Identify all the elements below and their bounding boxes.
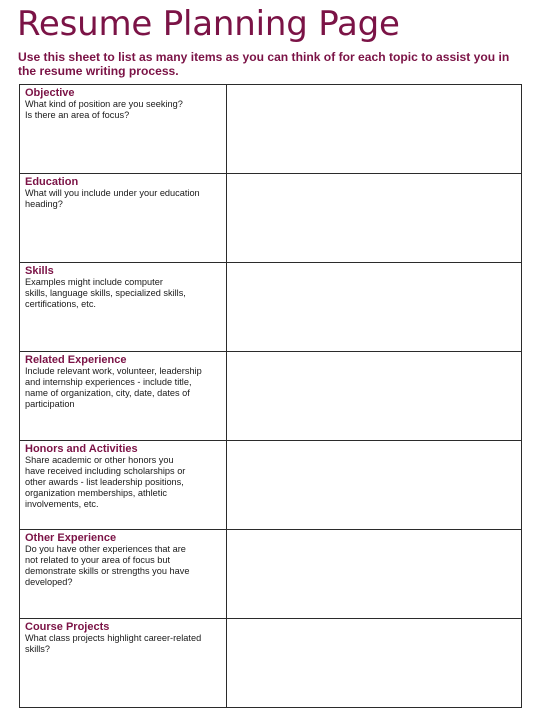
- topic-cell: [20, 352, 227, 441]
- topic-cell: [20, 619, 227, 708]
- table-row-course-projects: [20, 619, 522, 708]
- topic-title: Other Experience: [25, 532, 117, 544]
- topic-title: Education: [25, 176, 79, 188]
- topic-cell: [20, 174, 227, 263]
- answer-field-skills[interactable]: [227, 263, 522, 352]
- topic-cell: [20, 85, 227, 174]
- topic-description: Do you have other experiences that are not related to your area of focus but demonstrate skills or strengths you have developed?: [25, 544, 190, 587]
- answer-field-education[interactable]: [227, 174, 522, 263]
- topic-cell: [20, 441, 227, 530]
- topic-title: Related Experience: [25, 354, 127, 366]
- table-row-education: [20, 174, 522, 263]
- table-row-honors-activities: [20, 441, 522, 530]
- answer-field-course-projects[interactable]: [227, 619, 522, 708]
- topic-description: Include relevant work, volunteer, leadership and internship experiences - include title, name of organization, city, date, dates of participation: [25, 366, 202, 409]
- topic-cell: [20, 530, 227, 619]
- answer-field-honors-activities[interactable]: [227, 441, 522, 530]
- topic-title: Course Projects: [25, 621, 110, 633]
- topic-title: Objective: [25, 87, 75, 99]
- answer-field-other-experience[interactable]: [227, 530, 522, 619]
- table-row-other-experience: [20, 530, 522, 619]
- planning-table: [19, 84, 522, 708]
- table-row-objective: [20, 85, 522, 174]
- topic-cell: [20, 263, 227, 352]
- answer-field-related-experience[interactable]: [227, 352, 522, 441]
- topic-description: What will you include under your education heading?: [25, 188, 200, 209]
- table-row-related-experience: [20, 352, 522, 441]
- answer-field-objective[interactable]: [227, 85, 522, 174]
- page-title: Resume Planning Page: [17, 4, 400, 44]
- topic-description: Share academic or other honors you have received including scholarships or other awards - list leadership positions, organization memberships, athletic involvements, etc.: [25, 455, 186, 509]
- topic-title: Skills: [25, 265, 54, 277]
- intro-instructions: Use this sheet to list as many items as you can think of for each topic to assist you in the resume writing process.: [18, 50, 510, 78]
- topic-description: What class projects highlight career-related skills?: [25, 633, 202, 654]
- table-row-skills: [20, 263, 522, 352]
- topic-title: Honors and Activities: [25, 443, 138, 455]
- topic-description: What kind of position are you seeking? Is there an area of focus?: [25, 99, 183, 120]
- topic-description: Examples might include computer skills, language skills, specialized skills, certifications, etc.: [25, 277, 186, 309]
